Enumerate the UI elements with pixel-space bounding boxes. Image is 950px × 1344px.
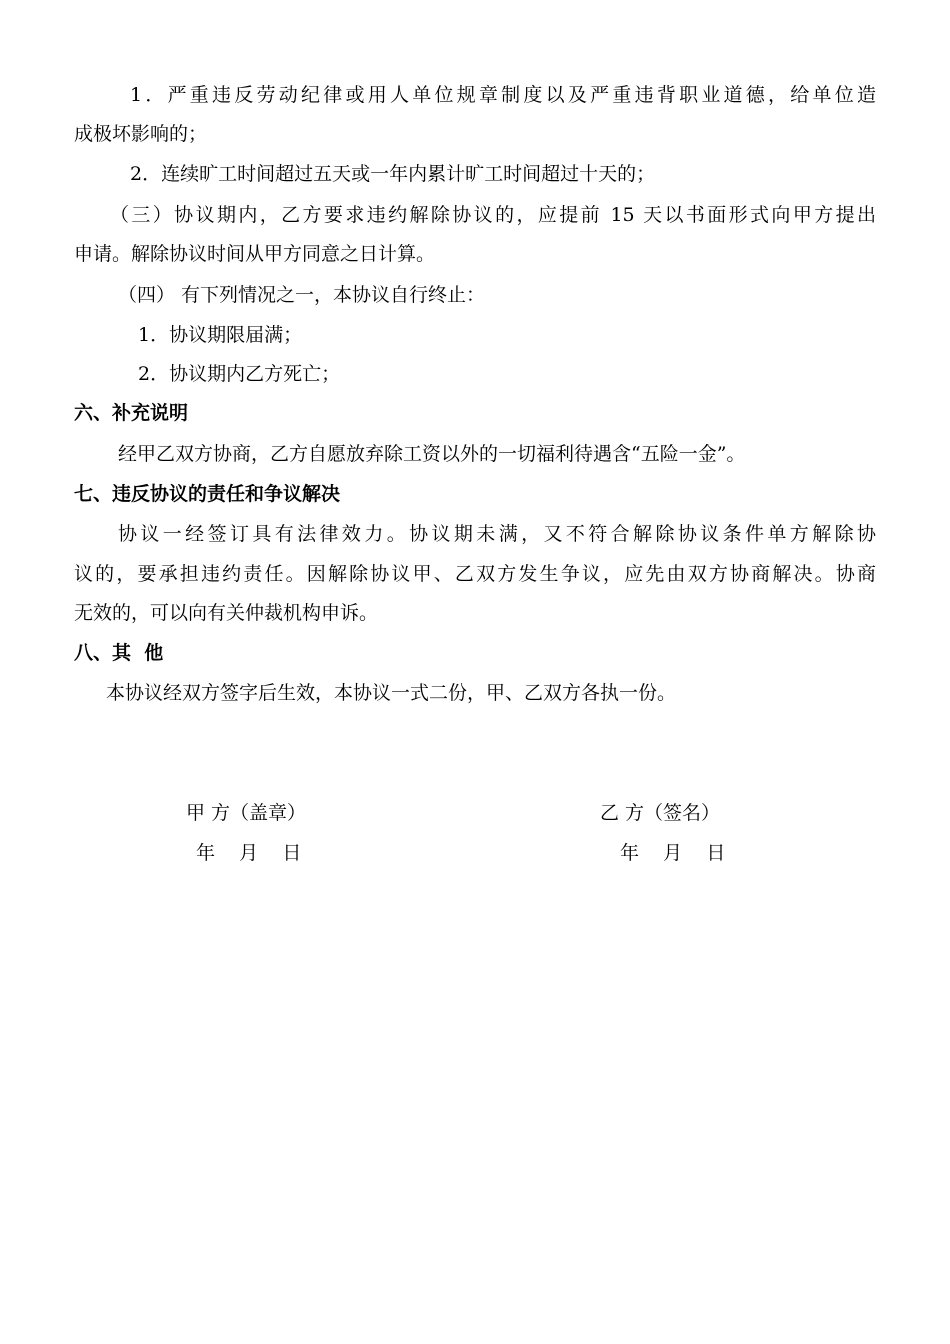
section-6-heading: 六、补充说明: [74, 402, 189, 424]
party-b-signature-label: 乙 方（签名）: [600, 802, 721, 824]
subsection-3-line-2: 申请。解除协议时间从甲方同意之日计算。: [74, 243, 436, 265]
item-1-line-1: 1．严重违反劳动纪律或用人单位规章制度以及严重违背职业道德，给单位造: [130, 84, 876, 106]
subsection-4-item-1: 1．协议期限届满；: [138, 324, 303, 346]
section-7-line-3: 无效的，可以向有关仲裁机构申诉。: [74, 602, 379, 624]
section-6-body: 经甲乙双方协商，乙方自愿放弃除工资以外的一切福利待遇含“五险一金”。: [118, 443, 746, 465]
subsection-4: （四） 有下列情况之一，本协议自行终止：: [118, 284, 486, 306]
subsection-4-item-2: 2．协议期内乙方死亡；: [138, 363, 341, 385]
party-b-date: 年 月 日: [620, 842, 726, 864]
item-1-line-2: 成极坏影响的；: [74, 123, 208, 145]
section-7-heading: 七、违反协议的责任和争议解决: [74, 483, 341, 505]
item-2: 2．连续旷工时间超过五天或一年内累计旷工时间超过十天的；: [130, 163, 656, 185]
section-7-line-1: 协议一经签订具有法律效力。协议期未满，又不符合解除协议条件单方解除协: [118, 523, 876, 545]
section-8-heading: 八、其 他: [74, 642, 164, 664]
party-a-seal-label: 甲 方（盖章）: [186, 802, 307, 824]
section-8-body: 本协议经双方签字后生效，本协议一式二份，甲、乙双方各执一份。: [106, 682, 677, 704]
section-7-line-2: 议的，要承担违约责任。因解除协议甲、乙双方发生争议，应先由双方协商解决。协商: [74, 563, 876, 585]
party-a-date: 年 月 日: [196, 842, 302, 864]
subsection-3-line-1: （三）协议期内，乙方要求违约解除协议的，应提前 15 天以书面形式向甲方提出: [110, 204, 876, 226]
